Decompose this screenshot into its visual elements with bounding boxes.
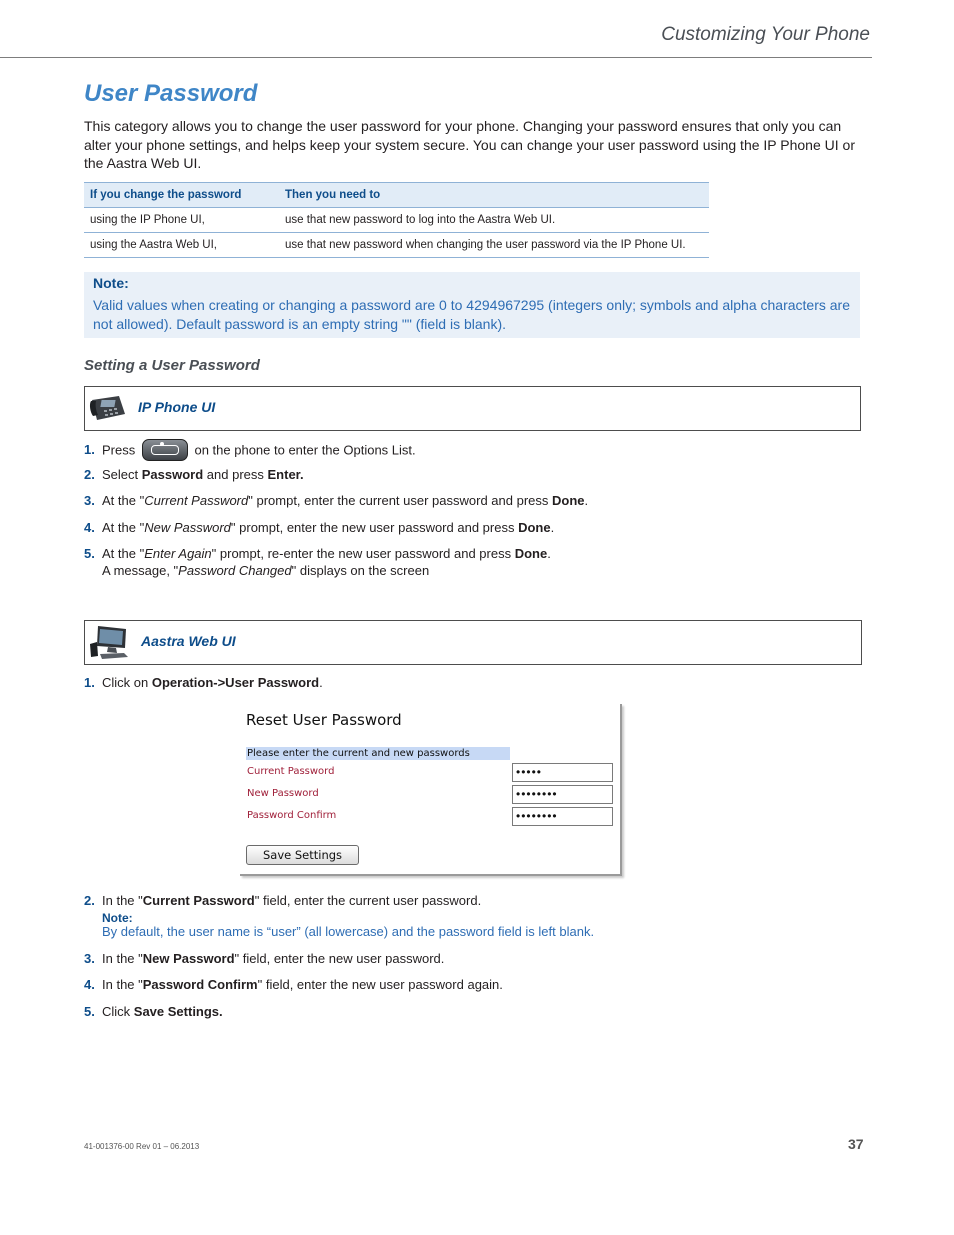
web-note-title: Note: [102, 911, 133, 925]
page-title: User Password [84, 80, 258, 107]
subheading: Setting a User Password [84, 357, 260, 374]
footer-doc-id: 41-001376-00 Rev 01 – 06.2013 [84, 1142, 200, 1151]
header-section-title: Customizing Your Phone [661, 24, 870, 45]
table-row [84, 233, 709, 258]
web-step-4: 4. In the "Password Confirm" field, enter the new user password again. [84, 977, 503, 992]
ip-phone-ui-label: IP Phone UI [138, 399, 216, 415]
ip-step-5: 5. At the "Enter Again" prompt, re-enter the new user password and press Done. [84, 546, 551, 561]
reset-password-section-bar: Please enter the current and new passwords [246, 747, 510, 760]
computer-icon [88, 624, 130, 660]
table-row [84, 208, 709, 233]
web-step-1: 1. Click on Operation->User Password. [84, 675, 323, 690]
ip-step-5-result: A message, "Password Changed" displays on the screen [102, 563, 430, 578]
web-note-text: By default, the user name is “user” (all lowercase) and the password field is left blank. [102, 924, 595, 939]
note-title: Note: [93, 275, 129, 291]
current-password-input[interactable]: ••••• [512, 763, 613, 782]
header-rule [0, 57, 872, 58]
desk-phone-icon [89, 392, 127, 422]
table-cell: using the Aastra Web UI, [84, 233, 279, 258]
web-step-2: 2. In the "Current Password" field, enter the current user password. [84, 893, 482, 908]
table-header-row [84, 183, 709, 208]
note-text: Valid values when creating or changing a password are 0 to 4294967295 (integers only; symbols and alpha characters are not allowed). Default password is an empty string "" (field is blank). [93, 297, 850, 332]
page-number: 37 [848, 1136, 864, 1152]
intro-paragraph: This category allows you to change the user password for your phone. Changing your password ensures that only you can alter your phone settings, and helps keep your system secure. You can change your user password using the IP Phone UI or the Aastra Web UI. [84, 118, 855, 171]
web-step-3: 3. In the "New Password" field, enter the new user password. [84, 951, 445, 966]
ip-step-4: 4. At the "New Password" prompt, enter the new user password and press Done. [84, 520, 555, 535]
table-cell: using the IP Phone UI, [84, 208, 279, 233]
web-ui-label: Aastra Web UI [141, 633, 236, 649]
table-header: Then you need to [279, 183, 709, 208]
web-step-5: 5. Click Save Settings. [84, 1004, 223, 1019]
table-cell: use that new password to log into the Aastra Web UI. [279, 208, 709, 233]
reset-password-title: Reset User Password [246, 711, 402, 729]
ip-step-1: 1. Press on the phone to enter the Options List. [84, 440, 416, 462]
table-cell: use that new password when changing the user password via the IP Phone UI. [279, 233, 709, 258]
current-password-label: Current Password [247, 766, 335, 777]
save-settings-button[interactable]: Save Settings [246, 845, 359, 865]
table-header: If you change the password [84, 183, 279, 208]
new-password-label: New Password [247, 788, 319, 799]
ip-step-3: 3. At the "Current Password" prompt, enter the current user password and press Done. [84, 493, 589, 508]
new-password-input[interactable]: •••••••• [512, 785, 613, 804]
password-confirm-input[interactable]: •••••••• [512, 807, 613, 826]
password-confirm-label: Password Confirm [247, 810, 337, 821]
ip-step-2: 2. Select Password and press Enter. [84, 467, 304, 482]
password-table [84, 182, 709, 258]
options-key-icon [142, 439, 188, 461]
